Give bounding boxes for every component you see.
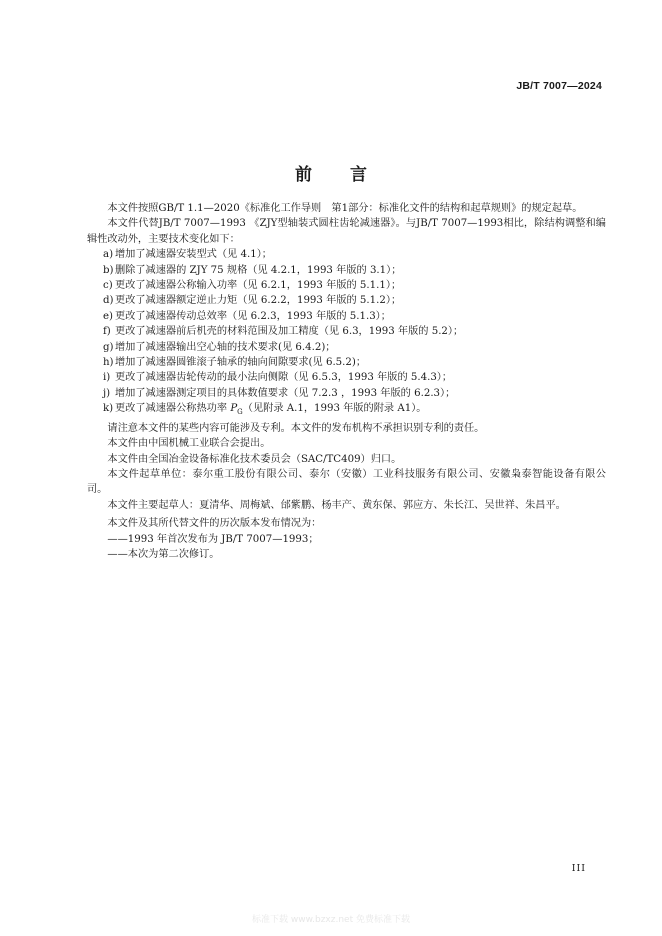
list-item-text: 更改了减速器齿轮传动的最小法向侧隙（见 6.5.3，1993 年版的 5.4.3）； — [115, 372, 453, 384]
list-item-label: h) — [103, 357, 114, 369]
list-item-label: a) — [103, 249, 114, 261]
list-item-text: 更改了减速器额定逆止力矩（见 6.2.2，1993 年版的 5.1.2）； — [115, 295, 402, 307]
list-item-label: g) — [103, 341, 114, 353]
list-item-text: 增加了减速器输出空心轴的技术要求(见 6.4.2)； — [115, 341, 336, 353]
list-item-label: b) — [103, 264, 114, 276]
list-item — [87, 263, 606, 278]
intro-paragraph-2: 本文件代替JB/T 7007—1993 《ZJY型轴装式圆柱齿轮减速器》。与JB/T 7007—1993相比，除结构调整和编辑性改动外，主要技术变化如下： — [87, 218, 606, 245]
page-title — [0, 160, 662, 185]
committee-note: 本文件由全国冶金设备标准化技术委员会（SAC/TC409）归口。 — [107, 453, 402, 465]
watermark: 标准下载 www.bzxz.net 免费标准下载 — [252, 915, 410, 925]
patent-note: 请注意本文件的某些内容可能涉及专利。本文件的发布机构不承担识别专利的责任。 — [107, 422, 485, 434]
list-item — [87, 401, 606, 420]
title-char-2: 言 — [350, 165, 367, 185]
list-item-text: 增加了减速器圆锥滚子轴承的轴向间隙要求(见 6.5.2)； — [115, 357, 367, 369]
list-item-label: d) — [103, 295, 114, 307]
list-item — [87, 278, 606, 293]
symbol-p: P — [230, 403, 238, 415]
list-item-label: i) — [103, 372, 111, 384]
list-item — [87, 324, 606, 339]
drafting-units: 本文件起草单位：泰尔重工股份有限公司、泰尔（安徽）工业科技服务有限公司、安徽枭泰智能设备有限公司。 — [87, 468, 606, 496]
list-item — [87, 309, 606, 324]
history-item: ——1993 年首次发布为 JB/T 7007—1993； — [107, 533, 319, 545]
proposer-note: 本文件由中国机械工业联合会提出。 — [107, 438, 271, 450]
symbol-subscript: G — [237, 408, 243, 417]
page-number: III — [571, 863, 586, 874]
list-item — [87, 340, 606, 355]
standard-number: JB/T 7007—2024 — [516, 80, 602, 92]
list-item-text: 删除了减速器的 ZJY 75 规格（见 4.2.1，1993 年版的 3.1）； — [115, 264, 402, 276]
list-item-text: 更改了减速器传动总效率（见 6.2.3，1993 年版的 5.1.3）； — [115, 310, 391, 322]
list-item-label: c) — [103, 280, 113, 292]
list-item-text: 增加了减速器安装型式（见 4.1）； — [115, 249, 272, 261]
intro-paragraph-1: 本文件按照GB/T 1.1—2020《标准化工作导则 第1部分：标准化文件的结构和起草规则》的规定起草。 — [107, 203, 583, 214]
list-item-text: 更改了减速器公称输入功率（见 6.2.1，1993 年版的 5.1.1）； — [115, 280, 402, 292]
list-item — [87, 386, 606, 401]
list-item-text: 增加了减速器测定项目的具体数值要求（见 7.2.3 ，1993 年版的 6.2.3）； — [115, 387, 456, 399]
list-item — [87, 355, 606, 370]
list-item — [87, 247, 606, 262]
history-intro: 本文件及其所代替文件的历次版本发布情况为： — [107, 518, 322, 530]
foreword-body — [87, 201, 606, 562]
changes-list — [87, 247, 606, 421]
list-item — [87, 293, 606, 308]
list-item-text: 更改了减速器前后机壳的材料范围及加工精度（见 6.3，1993 年版的 5.2）； — [115, 326, 464, 338]
list-item-text: 更改了减速器公称热功率 — [115, 403, 231, 415]
list-item — [87, 370, 606, 385]
list-item-label: f) — [103, 326, 111, 338]
list-item-label: k) — [103, 403, 114, 415]
list-item-label: e) — [103, 310, 114, 322]
list-item-label: j) — [103, 387, 111, 399]
history-item: ——本次为第二次修订。 — [107, 548, 220, 560]
drafters: 本文件主要起草人：夏清华、周梅斌、邰紫鹏、杨丰产、黄东保、郭应方、朱长江、吴世祥、朱昌平。 — [107, 499, 566, 511]
list-item-text-tail: （见附录 A.1，1993 年版的附录 A1）。 — [242, 403, 427, 415]
title-char-1: 前 — [295, 165, 312, 185]
